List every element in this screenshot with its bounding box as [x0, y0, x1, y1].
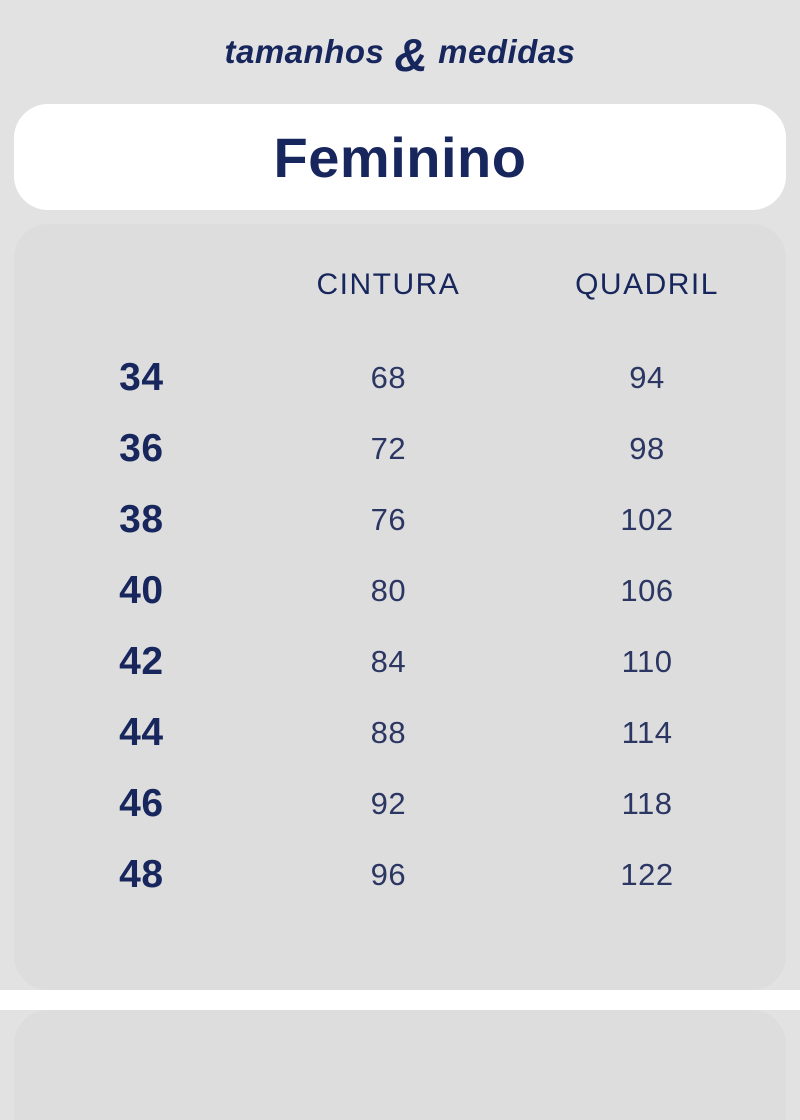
cintura-value: 80 [370, 572, 407, 608]
size-value: 40 [119, 568, 164, 612]
quadril-value: 102 [620, 501, 674, 537]
cintura-value: 88 [370, 714, 407, 750]
title-card [14, 104, 786, 210]
column-header-cintura: CINTURA [316, 268, 461, 301]
size-value: 46 [119, 781, 164, 825]
column-header-size [14, 246, 269, 342]
page-header [14, 0, 786, 104]
cintura-value: 96 [370, 856, 407, 892]
table-row [14, 697, 786, 768]
page-title: Feminino [273, 125, 527, 189]
table-row [14, 768, 786, 839]
size-table [14, 246, 786, 910]
header-title [224, 28, 576, 81]
section-divider [0, 990, 800, 1010]
cintura-value: 72 [370, 430, 407, 466]
header-text-before: tamanhos [224, 33, 385, 70]
size-value: 38 [119, 497, 164, 541]
cintura-value: 92 [370, 785, 407, 821]
quadril-value: 114 [621, 714, 673, 750]
size-value: 42 [119, 639, 164, 683]
size-table-card [14, 224, 786, 990]
cintura-value: 68 [370, 359, 407, 395]
table-body [14, 342, 786, 910]
size-value: 48 [119, 852, 164, 896]
quadril-value: 110 [621, 643, 673, 679]
table-row [14, 626, 786, 697]
quadril-value: 98 [629, 430, 665, 466]
table-header-row [14, 246, 786, 342]
table-row [14, 342, 786, 413]
size-value: 34 [119, 355, 164, 399]
table-row [14, 555, 786, 626]
size-value: 44 [119, 710, 164, 754]
bottom-card [14, 1010, 786, 1120]
table-row [14, 413, 786, 484]
quadril-value: 118 [621, 785, 673, 821]
quadril-value: 94 [629, 359, 665, 395]
table-header [14, 246, 786, 342]
table-row [14, 484, 786, 555]
quadril-value: 122 [620, 856, 674, 892]
quadril-value: 106 [620, 572, 674, 608]
table-row [14, 839, 786, 910]
cintura-value: 76 [370, 501, 407, 537]
header-text-after: medidas [438, 33, 576, 70]
column-header-quadril: QUADRIL [575, 268, 719, 301]
cintura-value: 84 [370, 643, 407, 679]
ampersand-glyph: & [394, 28, 429, 81]
size-value: 36 [119, 426, 164, 470]
